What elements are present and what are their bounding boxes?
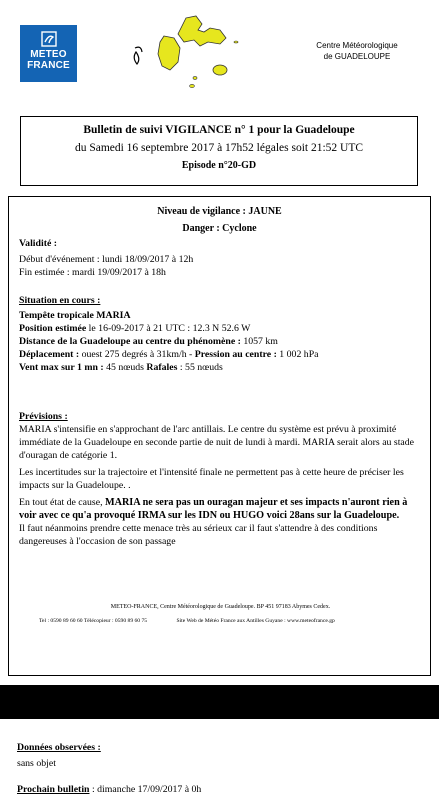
validite-fin: Fin estimée : mardi 19/09/2017 à 18h — [19, 267, 166, 278]
previsions-para-4: Il faut néanmoins prendre cette menace très au sérieux car il faut s'attendre à des conditions dangereuses à l'occasion de son passage — [19, 523, 378, 547]
footer-web: Site Web de Météo France aux Antilles Guyane : www.meteofrance.gp — [176, 618, 335, 624]
situation-heading: Situation en cours : — [19, 295, 101, 306]
donnees-heading: Données observées : — [17, 742, 101, 753]
previsions-para-1: MARIA s'intensifie en s'approchant de l'arc antillais. Le centre du système est prévu à proximité immédiate de la Guadeloupe en seconde partie de nuit de lundi à mardi. MARIA serait alors au stade d'ouragan de catégorie 1. — [19, 424, 415, 461]
page-separator-bar — [0, 685, 439, 719]
bulletin-episode: Episode n°20-GD — [181, 160, 257, 171]
footer-tel: Tel : 0590 89 60 60 Télécopieur : 0590 89 60 75 — [39, 618, 148, 624]
situation-section — [19, 294, 424, 374]
vent-value: 45 nœuds — [103, 362, 147, 373]
donnees-section — [17, 741, 101, 770]
bulletin-title: Bulletin de suivi VIGILANCE n° 1 pour la Guadeloupe — [83, 124, 355, 136]
footer-contacts — [39, 617, 419, 625]
centre-meteo-label — [297, 40, 417, 62]
storm-name: Tempête tropicale MARIA — [19, 310, 131, 321]
logo-text-meteo: METEO — [30, 49, 67, 60]
pression-label: Pression au centre : — [194, 349, 277, 360]
deplacement-label: Déplacement : — [19, 349, 80, 360]
position-label: Position estimée — [19, 323, 87, 334]
centre-line-2: de GUADELOUPE — [323, 52, 391, 61]
bulletin-body — [8, 196, 431, 676]
pression-value: 1 002 hPa — [276, 349, 319, 360]
footer-address: METEO-FRANCE, Centre Météorologique de Guadeloupe. BP 451 97183 Abymes Cedex. — [110, 604, 331, 610]
position-line — [19, 322, 424, 335]
guadeloupe-map — [128, 12, 258, 102]
prochain-label: Prochain bulletin — [17, 784, 90, 795]
meteo-france-logo — [20, 25, 77, 82]
prochain-bulletin — [17, 783, 201, 796]
previsions-section — [19, 410, 424, 548]
donnees-value: sans objet — [17, 758, 56, 769]
previsions-para-3-bold: MARIA ne sera pas un ouragan majeur et ses impacts n'auront rien à voir avec ce qu'a provoqué IRMA sur les IDN ou HUGO voici 28ans sur la Guadeloupe. — [19, 497, 408, 521]
deplacement-line — [19, 348, 424, 361]
bulletin-date: du Samedi 16 septembre 2017 à 17h52 légales soit 21:52 UTC — [74, 142, 364, 154]
logo-swirl-icon — [41, 31, 57, 47]
vigilance-level: Niveau de vigilance : JAUNE — [157, 206, 282, 217]
distance-value: 1057 km — [240, 336, 278, 347]
vent-line — [19, 361, 424, 374]
centre-line-1: Centre Météorologique — [316, 41, 398, 50]
position-value: le 16-09-2017 à 21 UTC : 12.3 N 52.6 W — [86, 323, 251, 334]
logo-text-france: FRANCE — [27, 60, 70, 71]
prochain-value: : dimanche 17/09/2017 à 0h — [89, 784, 202, 795]
distance-line — [19, 335, 424, 348]
previsions-para-3-start: En tout état de cause, — [19, 497, 105, 508]
previsions-heading: Prévisions : — [19, 411, 68, 422]
previsions-para-3 — [19, 496, 424, 522]
rafales-label: Rafales — [146, 362, 178, 373]
distance-label: Distance de la Guadeloupe au centre du phénomène : — [19, 336, 241, 347]
bulletin-title-box — [20, 116, 418, 186]
vent-label: Vent max sur 1 mn : — [19, 362, 104, 373]
previsions-para-2: Les incertitudes sur la trajectoire et l'intensité finale ne permettent pas à cette heure de préciser les impacts sur la Guadeloupe. . — [19, 467, 404, 491]
validite-heading: Validité : — [19, 238, 58, 249]
validite-debut: Début d'événement : lundi 18/09/2017 à 12h — [19, 254, 194, 265]
rafales-value: : 55 nœuds — [177, 362, 223, 373]
validite-section — [19, 237, 424, 279]
deplacement-value: ouest 275 degrés à 31km/h - — [79, 349, 195, 360]
danger-type: Danger : Cyclone — [182, 223, 257, 234]
